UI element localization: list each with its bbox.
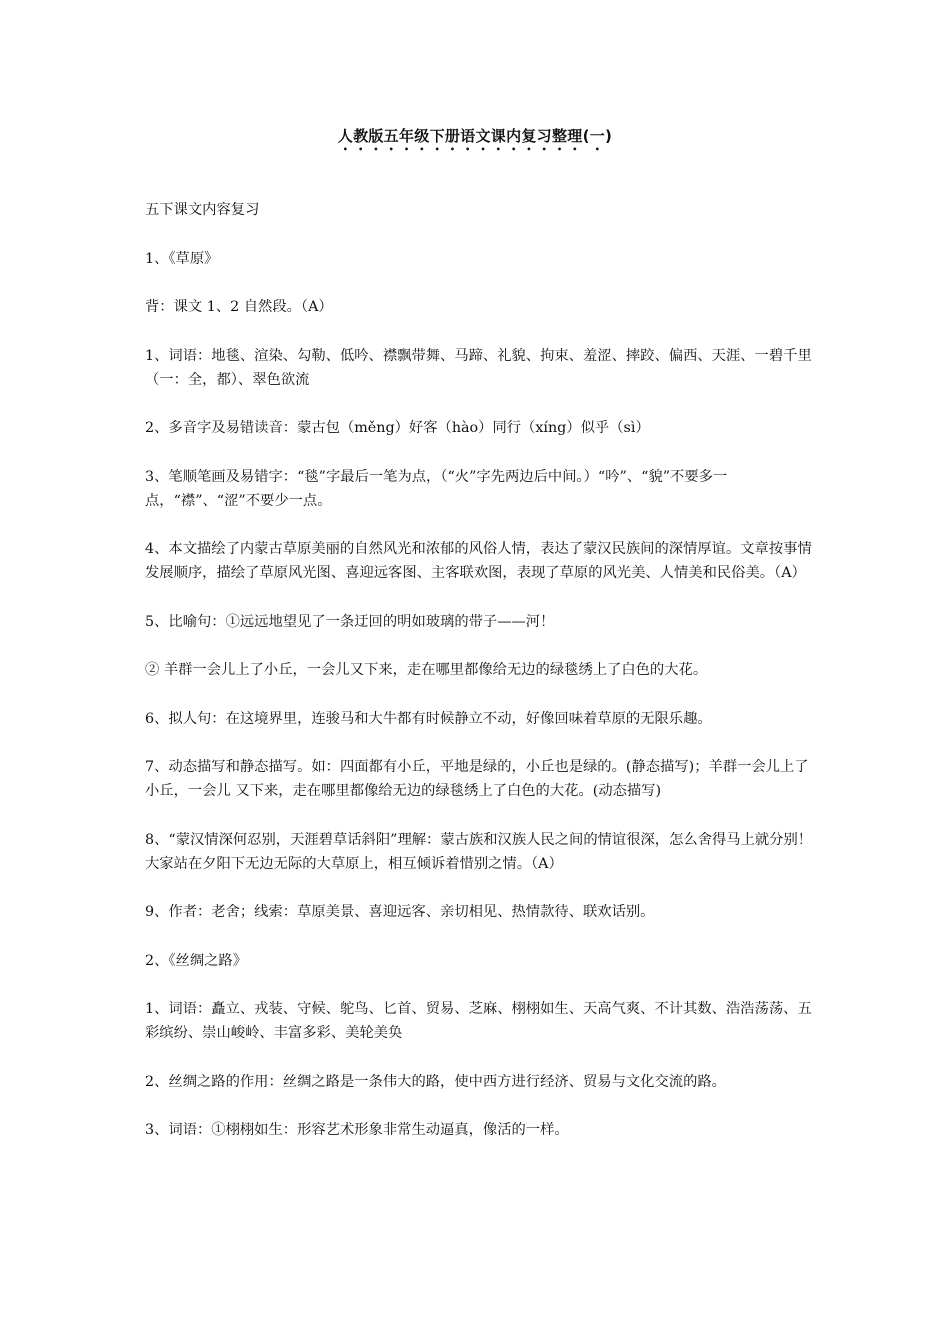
- paragraph: 4、本文描绘了内蒙古草原美丽的自然风光和浓郁的风俗人情，表达了蒙汉民族间的深情厚谊。文章按事情发展顺序，描绘了草原风光图、喜迎远客图、主客联欢图，表现了草原的风光美、人情美和民俗美。（A）: [145, 541, 812, 581]
- paragraph: 3、词语：①栩栩如生：形容艺术形象非常生动逼真，像活的一样。: [145, 1122, 569, 1138]
- paragraph: 7、动态描写和静态描写。如：四面都有小丘，平地是绿的，小丘也是绿的。(静态描写)；羊群一会儿上了小丘，一会儿 又下来，走在哪里都像给无边的绿毯绣上了白色的大花。(动态描写): [145, 759, 809, 799]
- paragraph: 9、作者：老舍；线索：草原美景、喜迎远客、亲切相见、热情款待、联欢话别。: [145, 904, 655, 920]
- paragraph: 8、“蒙汉情深何忍别，天涯碧草话斜阳”理解：蒙古族和汉族人民之间的情谊很深，怎么舍得马上就分别！大家站在夕阳下无边无际的大草原上，相互倾诉着惜别之情。（A）: [145, 831, 813, 872]
- paragraph: 5、比喻句：①远远地望见了一条迂回的明如玻璃的带子——河！: [145, 613, 555, 630]
- paragraph: 6、拟人句：在这境界里，连骏马和大牛都有时候静立不动，好像回味着草原的无限乐趣。: [145, 710, 712, 727]
- paragraph: 1、词语：地毯、渲染、勾勒、低吟、襟飘带舞、马蹄、礼貌、拘束、羞涩、摔跤、偏西、天涯、一碧千里（一：全，都）、翠色欲流: [145, 347, 812, 388]
- paragraph: 2、丝绸之路的作用：丝绸之路是一条伟大的路，使中西方进行经济、贸易与文化交流的路。: [145, 1073, 726, 1090]
- paragraph: ② 羊群一会儿上了小丘，一会儿又下来，走在哪里都像给无边的绿毯绣上了白色的大花。: [145, 662, 708, 678]
- paragraph: 背：课文 1、2 自然段。（A）: [145, 299, 333, 315]
- paragraph: 2、多音字及易错读音：蒙古包（měng）好客（hào）同行（xíng）似乎（sì）: [145, 420, 650, 436]
- document-body: [145, 198, 815, 1167]
- lesson-heading: 1、《草原》: [145, 250, 219, 267]
- paragraph: 1、词语：矗立、戎装、守候、鸵鸟、匕首、贸易、芝麻、栩栩如生、天高气爽、不计其数、浩浩荡荡、五彩缤纷、崇山峻岭、丰富多彩、美轮美奂: [145, 1001, 812, 1041]
- paragraph: 3、笔顺笔画及易错字：“毯”字最后一笔为点，（“火”字先两边后中间。）“吟”、“貌”不要多一点，“襟”、“涩”不要少一点。: [145, 468, 728, 509]
- section-heading: 五下课文内容复习: [145, 202, 260, 218]
- document-title: 人教版五年级下册语文课内复习整理(一): [337, 127, 613, 145]
- lesson-heading: 2、《丝绸之路》: [145, 952, 248, 969]
